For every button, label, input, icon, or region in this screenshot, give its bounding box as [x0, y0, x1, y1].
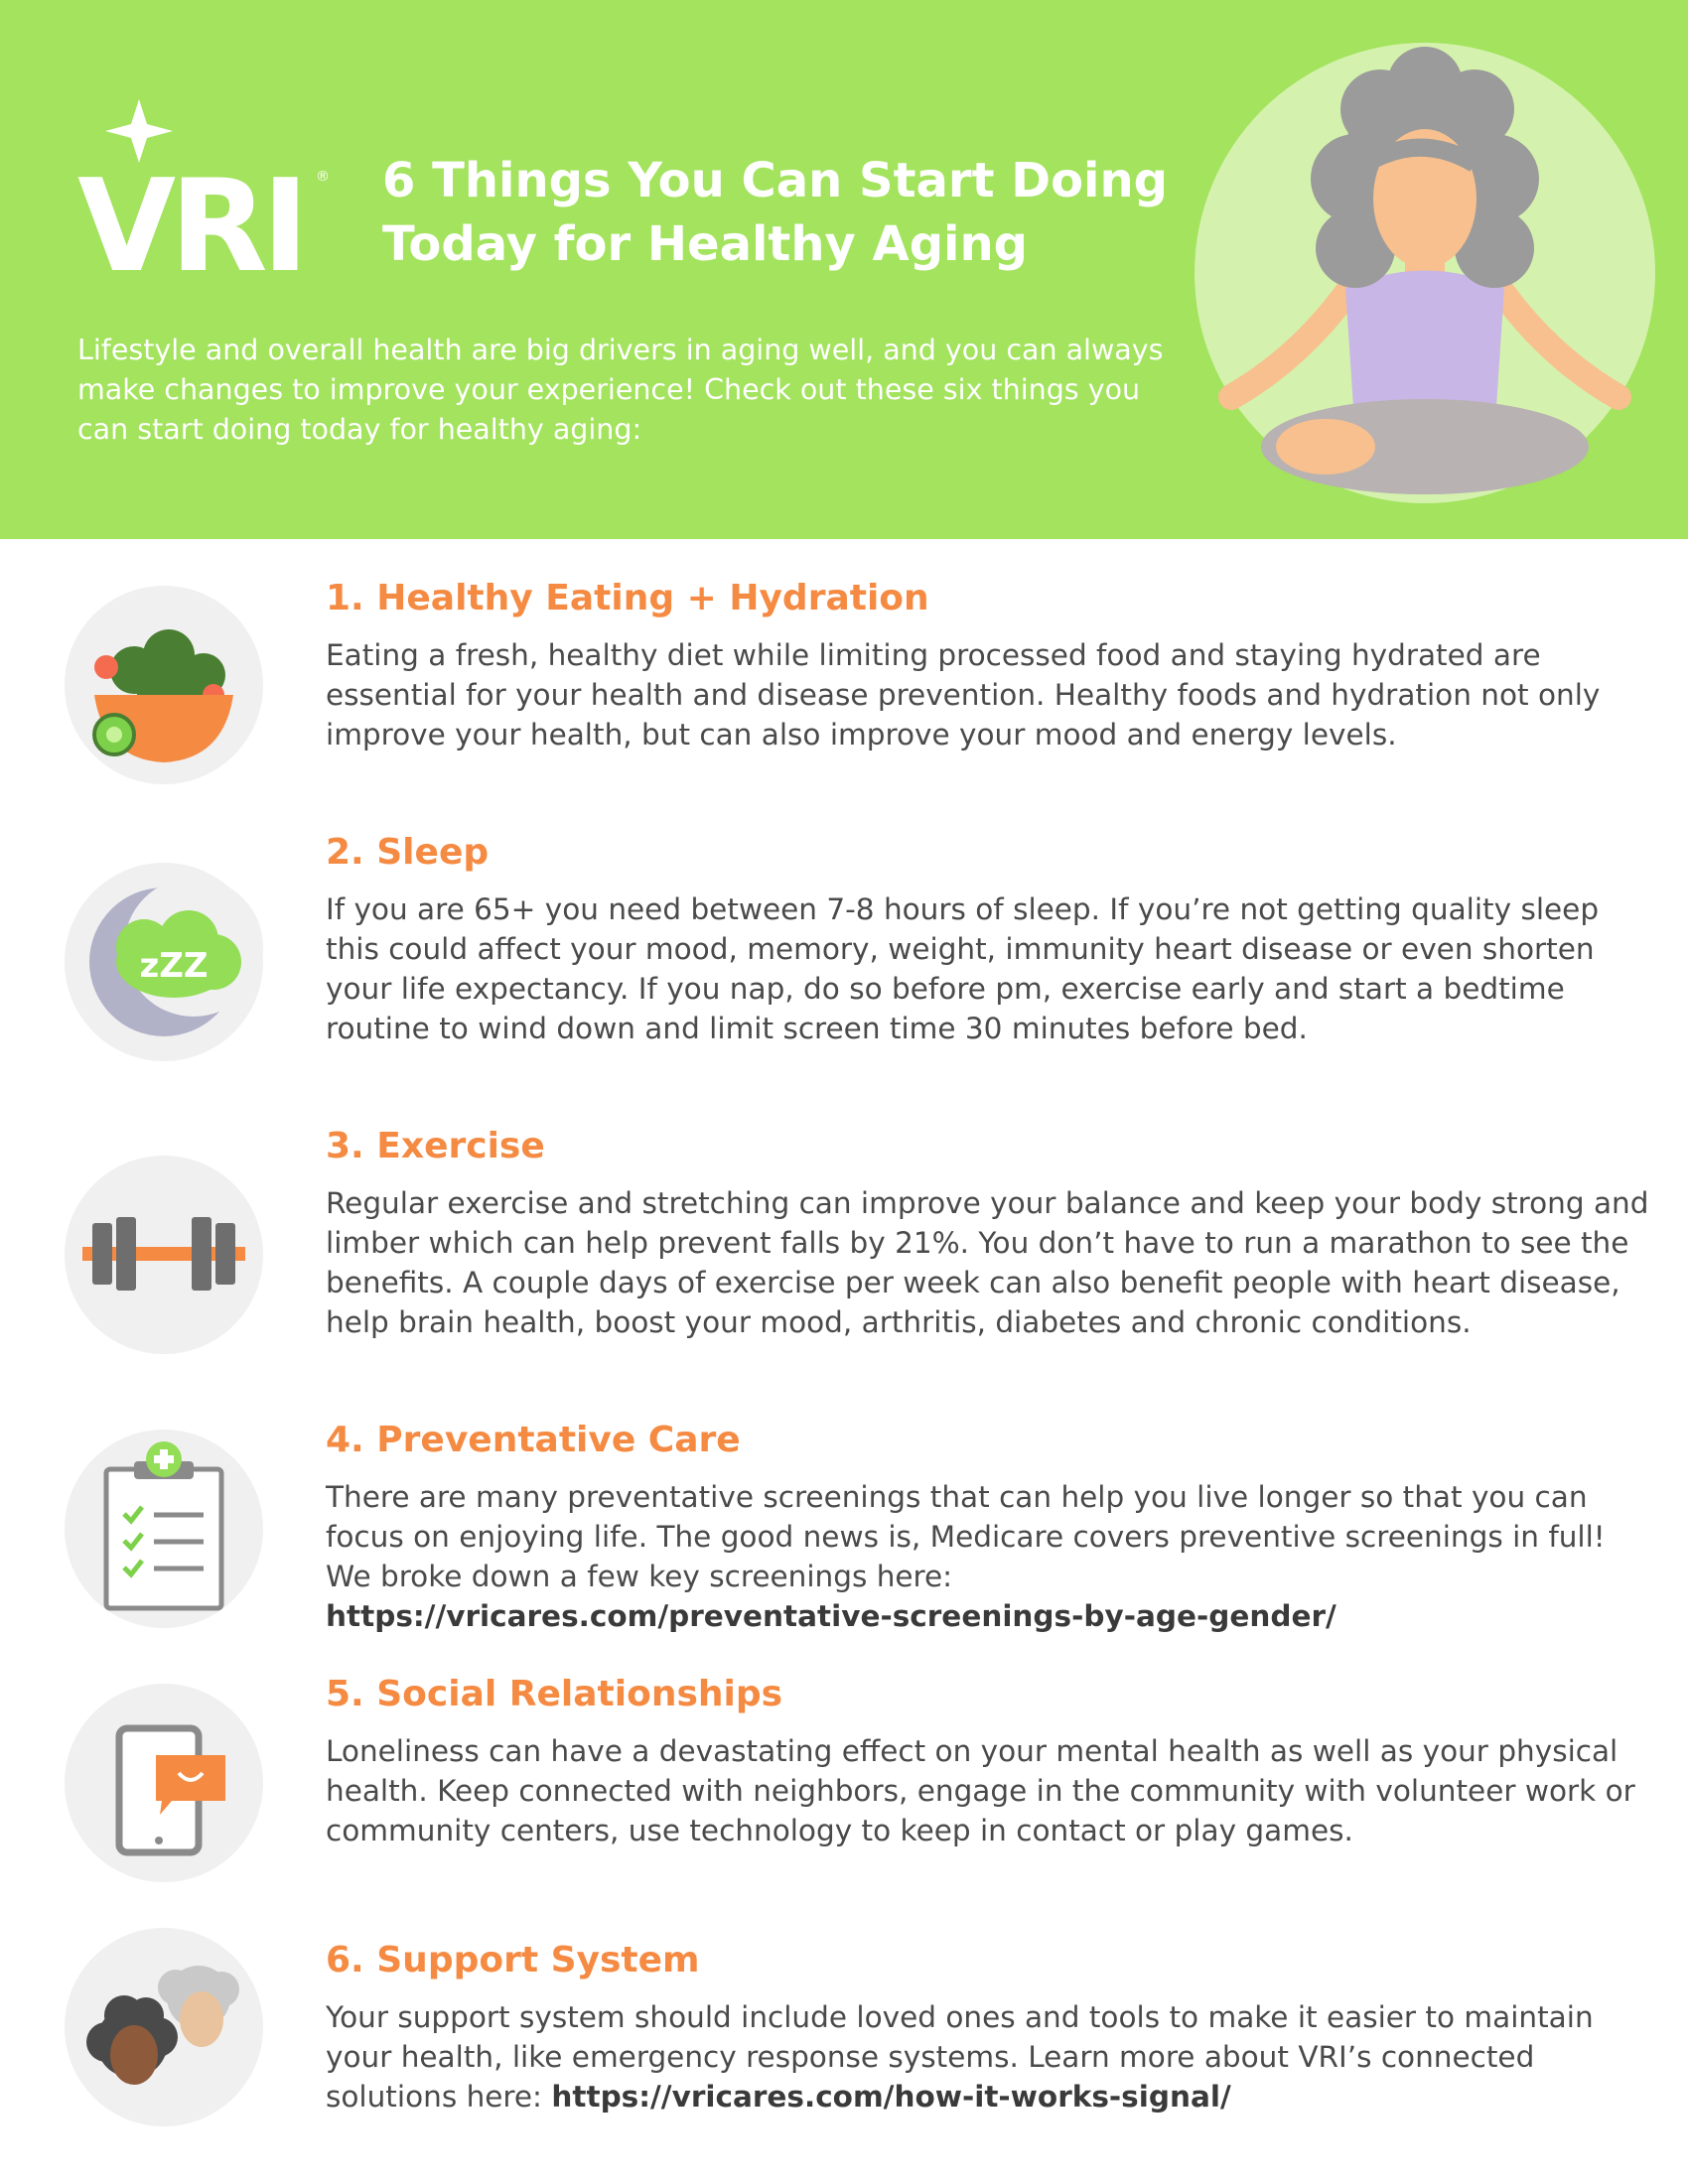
- page-title: 6 Things You Can Start Doing Today for Healthy Aging: [382, 153, 1169, 272]
- clipboard-checklist-icon: [65, 1430, 263, 1628]
- svg-text:zZZ: zZZ: [139, 946, 209, 986]
- dumbbell-icon: [65, 1156, 263, 1354]
- intro-text: Lifestyle and overall health are big drivers in aging well, and you can always make changes to improve your experience! Check out these six things you can start doing today for healthy aging:: [77, 334, 1164, 446]
- tip-heading: 1. Healthy Eating + Hydration: [326, 578, 929, 618]
- tip-body: Your support system should include loved ones and tools to make it easier to maintain your health, like emergency response systems. Learn more about VRI’s connected solutions here: https://vricares.com/how-it-works-signal/: [326, 2000, 1594, 2114]
- tip-heading: 2. Sleep: [326, 832, 490, 873]
- tip-body: Loneliness can have a devastating effect on your mental health as well as your physical health. Keep connected with neighbors, engage in the community with volunteer work or community centers, use technology to keep in contact or play games.: [326, 1734, 1635, 1847]
- how-it-works-link[interactable]: https://vricares.com/how-it-works-signal/: [551, 2080, 1231, 2114]
- meditating-woman-illustration: [1192, 40, 1658, 506]
- tip-body: There are many preventative screenings that can help you live longer so that you can focus on enjoying life. The good news is, Medicare covers preventive screenings in full! We broke down a few key screenings here: https://vricares.com/preventative-screenings-by-age-gender/: [326, 1480, 1606, 1633]
- moon-sleep-icon: [65, 863, 263, 1061]
- svg-text:®: ®: [316, 169, 330, 185]
- tip-heading: 3. Exercise: [326, 1126, 545, 1166]
- tip-heading: 5. Social Relationships: [326, 1674, 783, 1714]
- tip-body: If you are 65+ you need between 7-8 hours of sleep. If you’re not getting quality sleep this could affect your mood, memory, weight, immunity heart disease or even shorten your life expectancy. If you nap, do so before pm, exercise early and start a bedtime routine to wind down and limit screen time 30 minutes before bed.: [326, 892, 1600, 1045]
- svg-text:VRI: VRI: [77, 153, 304, 278]
- vri-logo: [77, 99, 341, 278]
- phone-chat-icon: [65, 1684, 263, 1882]
- salad-bowl-icon: [65, 586, 263, 784]
- header-banner: [0, 0, 1688, 539]
- tip-heading: 4. Preventative Care: [326, 1420, 741, 1460]
- tip-body: Regular exercise and stretching can improve your balance and keep your body strong and limber which can help prevent falls by 21%. You don’t have to run a marathon to see the benefits. A couple days of exercise per week can also benefit people with heart disease, help brain health, boost your mood, arthritis, diabetes and chronic conditions.: [326, 1186, 1649, 1339]
- tip-body: Eating a fresh, healthy diet while limiting processed food and staying hydrated are essential for your health and disease prevention. Healthy foods and hydration not only improve your health, but can also improve your mood and energy levels.: [326, 638, 1601, 751]
- preventative-screenings-link[interactable]: https://vricares.com/preventative-screenings-by-age-gender/: [326, 1599, 1336, 1633]
- tip-heading: 6. Support System: [326, 1940, 700, 1980]
- two-people-icon: [65, 1928, 263, 2126]
